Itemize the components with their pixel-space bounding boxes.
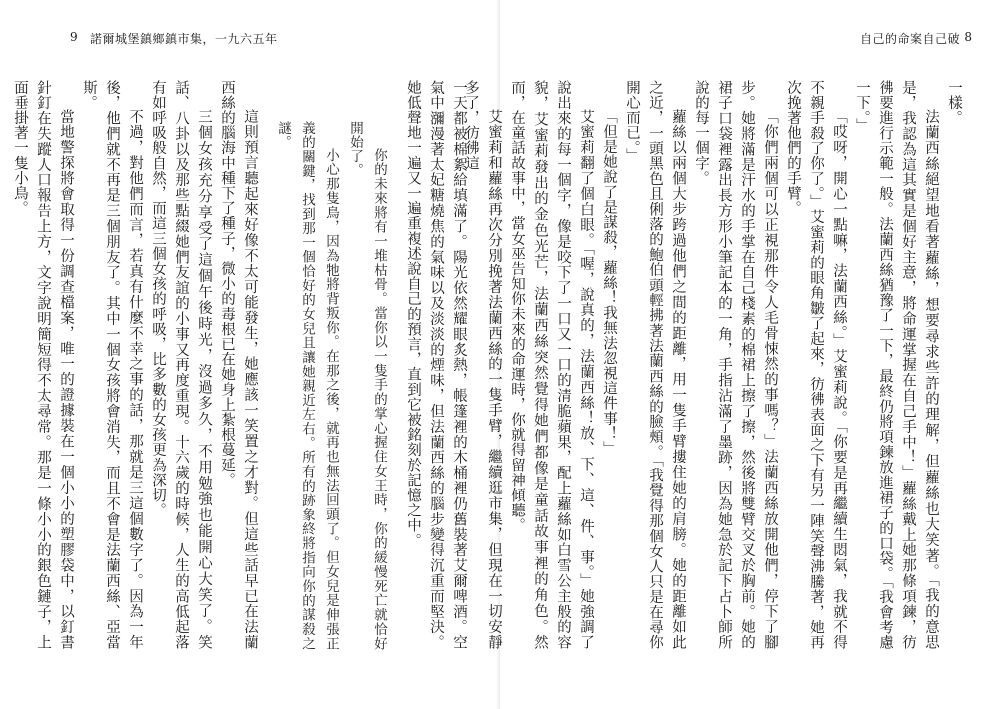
paragraph: 一樣。 [946, 80, 962, 126]
running-head: 自己的命案自己破 [859, 32, 960, 46]
body-text [463, 80, 965, 650]
prophecy-line: 你的未來將有一堆枯骨。當你以一隻手的掌心握住女王時，你的緩慢死亡就恰好開始了。 [347, 120, 387, 650]
paragraph: 不過，對他們而言，若真有什麼不幸之事的話，那就是三這個數字了。因為一年後，他們就不再是三個朋友了。其中一個女孩將會消失，而且不會是法蘭西絲、亞當斯。 [81, 80, 143, 650]
paragraph: 艾蜜莉翻了個白眼。「喔，說真的，法蘭西絲！放、下、這、件、事。」她強調了說出來的每一個字，像是咬下了一口又一口的清脆蘋果，配上蘿絲如白雪公主般的容貌，艾蜜莉發出的金色光芒，法蘭西絲突然覺得她們都像是童話故事裡的角色。然而，在童話故事中，當女巫告知你未來的命運時，你就得留神傾聽。 [509, 80, 594, 650]
paragraph: 「哎呀，開心一點嘛，法蘭西絲。」艾蜜莉說。「你要是再繼續生悶氣，我就不得不親手殺了你了。」艾蜜莉的眼角皺了起來，彷彿表面之下有另一陣笑聲沸騰著，她再次挽著他們的手臂。 [785, 80, 847, 650]
paragraph: 「你們兩個可以正視那件令人毛骨悚然的事嗎？」法蘭西絲放開他們，停下了腳步。她將滿是汗水的手掌在自己棧素的棉裙上擦了擦，然後將雙臂交叉於胸前。她的裙子口袋裡露出長方形小筆記本的一角，手指沾滿了墨跡，因為她急於記下占卜師所說的每一個字。 [693, 80, 778, 650]
body-text [12, 80, 470, 650]
paragraph: 艾蜜莉和蘿絲再次分別挽著法蘭西絲的一隻手臂，繼續逛市集，但現在一切安靜多了，彷彿這 [463, 80, 502, 650]
page-number: 8 [964, 30, 972, 44]
paragraph: 三個女孩充分享受了這個午後時光，沒過多久，不用勉強也能開心大笑了。笑話、八卦以及那些點綴她們友誼的小事又再度重現。十六歲的時候，人生的高低起落有如呼吸般自然，而這三個女孩的呼吸，比多數的女孩更為深切。 [150, 80, 212, 650]
paragraph: 當地警探將會取得一份調查檔案，唯一的證據裝在一個小小的塑膠袋中，以釘書針釘在失蹤人口報告上方，文字說明簡短得不太尋常。那是一條小小的銀色鏈子，上面垂掛著一隻小鳥。 [12, 80, 74, 650]
page-number: 9 [70, 30, 78, 44]
prophecy-line: 小心那隻鳥，因為牠將背叛你。在那之後，就再也無法回頭了。但女兒是伸張正義的關鍵，找到那一個恰好的女兒且讓她親近左右。所有的跡象終將指向你的謀殺之謎。 [275, 120, 339, 650]
paragraph: 這則預言聽起來好像不太可能發生，她應該一笑置之才對。但這些話早已在法蘭西絲的腦海中種下了種子，微小的毒根已在她身上紮根蔓延。 [219, 80, 258, 650]
paragraph: 蘿絲以兩個大步跨過他們之間的距離，用一隻手臂摟住她的肩膀。她的距離如此之近，一頭黑色且俐落的鮑伯頭輕拂著法蘭西絲的臉頰。「我覺得那個女人只是在尋你開心而已。」 [624, 80, 686, 650]
paragraph: 「但是她說了是謀殺，蘿絲！我無法忽視這件事！」 [601, 109, 617, 457]
running-head: 諾爾城堡鎮鄉鎮市集，一九六五年 [90, 32, 278, 46]
right-page [463, 0, 1000, 709]
paragraph: 法蘭西絲絕望地看著蘿絲，想要尋求些許的理解，但蘿絲也大笑著。「我的意思是，我認為這其實是個好主意，將命運掌握在自己手中！」蘿絲戴上她那條項鍊，彷彿要進行示範一般。法蘭西絲猶豫了一下，最終仍將項鍊放進裙子的口袋。「我會考慮一下。」 [854, 80, 939, 650]
paragraph: 一天都被棉絮給填滿了。陽光依然耀眼炙熱，帳篷裡的木桶裡仍舊裝著艾爾啤酒。空氣中瀰漫著太妃糖燒焦的氣味以及淡淡的煙味，但法蘭西絲的腦步變得沉重而堅決。她低聲地一遍又一遍重複述說自己的預言，直到它被銘刻於記憶之中。 [405, 80, 467, 650]
prophecy-text [271, 80, 391, 650]
